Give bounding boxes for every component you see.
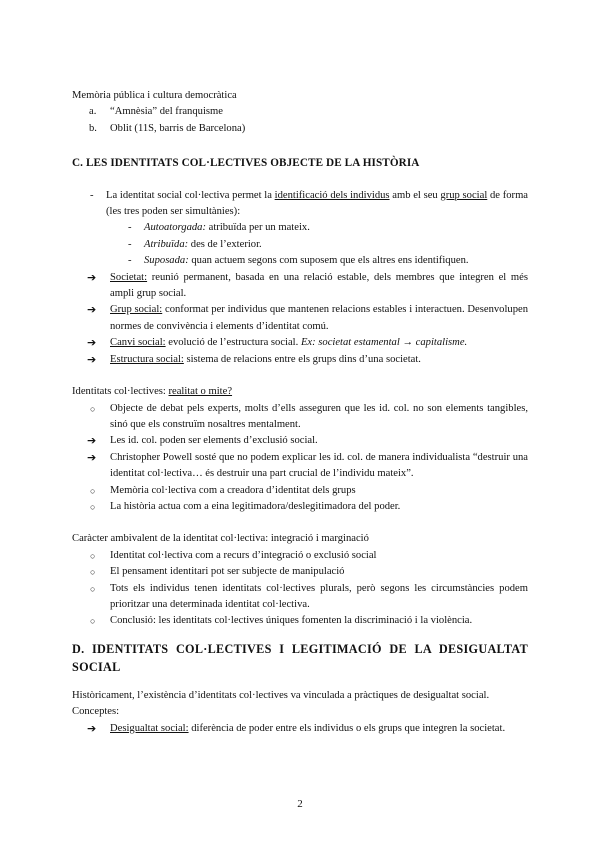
arrow-icon: ➔ (87, 336, 97, 350)
list-item: - Atribuïda: des de l’exterior. (128, 238, 262, 250)
circle-bullet-icon: ○ (90, 567, 96, 578)
list-item: ➔ Grup social: conformat per individus que mantenen relacions estables i interactuen. Desenvolupen normes de convivència i elements d’identitat comú. (87, 303, 529, 332)
section-c-heading: C. LES IDENTITATS COL·LECTIVES OBJECTE DE LA HISTÒRIA (72, 157, 420, 170)
list-item: ○ Objecte de debat pels experts, molts d’ells asseguren que les id. col. no son elements tangibles, sinó que els construïm nosaltres mentalment. (90, 402, 528, 430)
arrow-icon: ➔ (87, 450, 97, 464)
list-item: ○ El pensament identitari pot ser subjecte de manipulació (72, 564, 528, 580)
list-item: - La identitat social col·lectiva permet la identificació dels individus amb el seu grup social de forma (les tres poden ser simultànies): (90, 189, 529, 218)
list-item: b. Oblit (11S, barris de Barcelona) (89, 122, 246, 134)
list-item: ➔ Estructura social: sistema de relacions entre els grups dins d’una societat. (72, 352, 528, 368)
arrow-icon: ➔ (87, 352, 97, 366)
circle-bullet-icon: ○ (90, 485, 96, 496)
concepts-label: Conceptes: (72, 706, 120, 718)
list-item: ○ Memòria col·lectiva com a creadora d’identitat dels grups (72, 483, 528, 499)
circle-bullet-icon: ○ (90, 403, 96, 414)
list-item: - Autoatorgada: atribuïda per un mateix. (128, 222, 310, 234)
list-item: ➔ Les id. col. poden ser elements d’exclusió social. (72, 433, 528, 449)
page-number: 2 (297, 798, 303, 810)
circle-bullet-icon: ○ (90, 550, 96, 561)
arrow-icon: ➔ (87, 721, 97, 735)
list-item: ○ Identitat col·lectiva com a recurs d’integració o exclusió social (72, 548, 528, 564)
list-item: ➔ Societat: reunió permanent, basada en una relació estable, dels membres que integren el més ampli grup social. (87, 270, 528, 300)
arrow-icon: ➔ (87, 434, 97, 448)
arrow-icon: ➔ (87, 270, 97, 284)
reality-title: Identitats col·lectives: realitat o mite? (72, 386, 233, 398)
list-item: - Suposada: quan actuem segons com suposem que els altres ens identifiquen. (128, 255, 469, 267)
list-item: ➔ Christopher Powell sosté que no podem explicar les id. col. de manera individualista “destruir una identitat col·lectiva… és destruir una part crucial de l’individu mateix”. (87, 450, 528, 480)
list-item: ○ Conclusió: les identitats col·lectives úniques fomenten la discriminació i la violència. (72, 613, 528, 629)
arrow-icon: ➔ (87, 303, 97, 317)
intro-title: Memòria pública i cultura democràtica (72, 90, 237, 101)
list-item: ➔ Desigualtat social: diferència de poder entre els individus o els grups que integren la societat. (72, 721, 528, 737)
circle-bullet-icon: ○ (90, 501, 96, 512)
list-item: ○ Tots els individus tenen identitats col·lectives plurals, però segons les circumstàncies podem prioritzar una determinada identitat col·lectiva. (90, 582, 528, 610)
circle-bullet-icon: ○ (90, 616, 96, 627)
section-d-heading: D. IDENTITATS COL·LECTIVES I LEGITIMACIÓ DE LA DESIGUALTAT SOCIAL (72, 641, 528, 674)
ambivalent-title: Caràcter ambivalent de la identitat col·lectiva: integració i marginació (72, 533, 369, 545)
intro-list (72, 104, 528, 137)
document-page (72, 88, 528, 737)
list-item: ➔ Canvi social: evolució de l’estructura social. Ex: societat estamental → capitalisme. (72, 335, 528, 351)
circle-bullet-icon: ○ (90, 583, 96, 594)
list-item: ○ La història actua com a eina legitimadora/deslegitimadora del poder. (72, 499, 528, 515)
section-d-paragraph: Històricament, l’existència d’identitats col·lectives va vinculada a pràctiques de desigualtat social. (72, 689, 490, 701)
list-item: a. “Amnèsia” del franquisme (89, 106, 223, 118)
